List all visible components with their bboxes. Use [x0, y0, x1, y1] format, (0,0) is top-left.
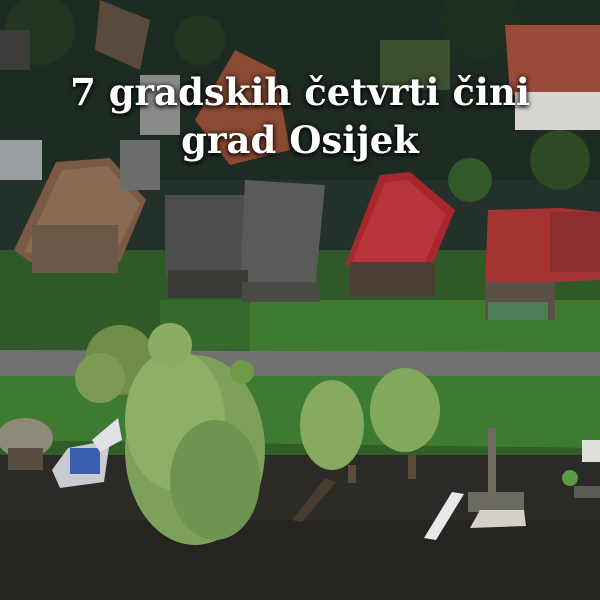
headline — [0, 68, 600, 164]
headline-line-1: 7 gradskih četvrti čini — [70, 70, 530, 114]
headline-line-2: grad Osijek — [181, 118, 419, 162]
